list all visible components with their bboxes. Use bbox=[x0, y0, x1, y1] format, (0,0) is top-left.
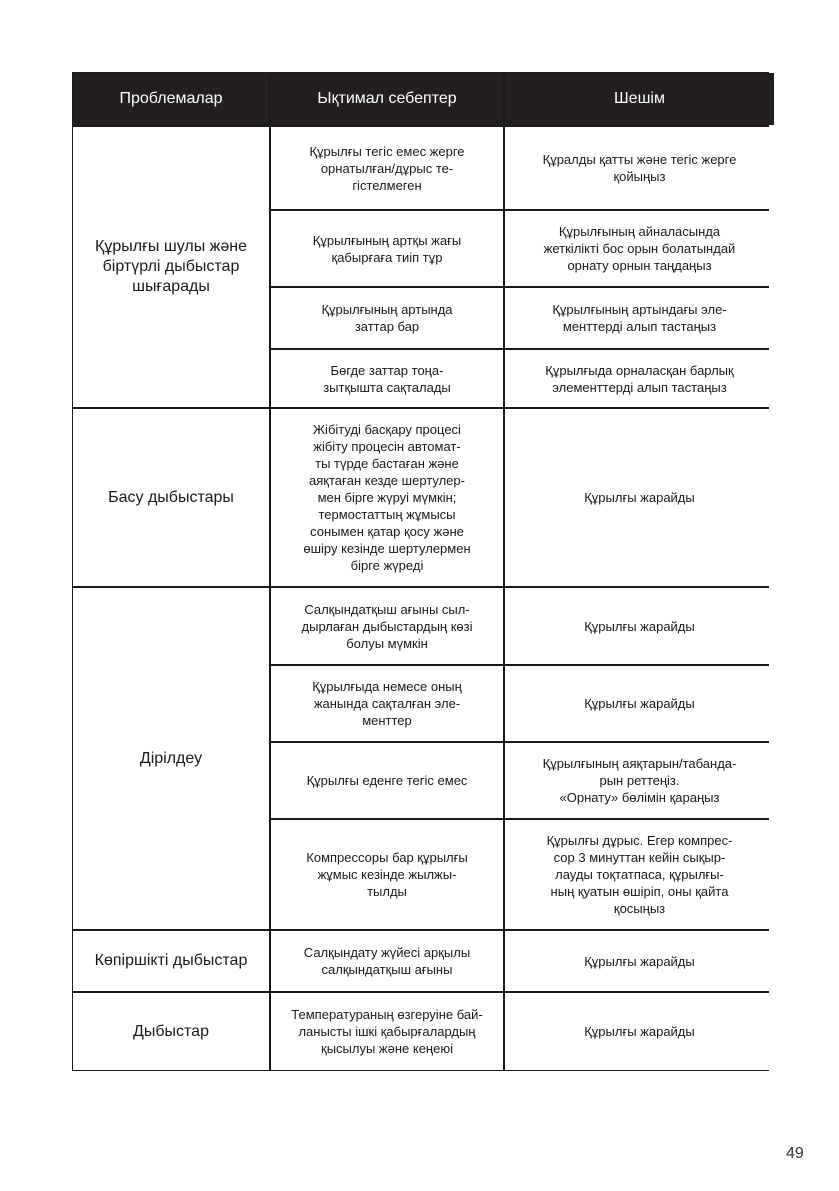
cause-cell: Құрылғы еденге тегіс емес bbox=[271, 743, 503, 818]
cause-cell: Салқындату жүйесі арқылы салқындатқыш ағыны bbox=[271, 931, 503, 991]
problem-cell: Көпіршікті дыбыстар bbox=[73, 931, 269, 991]
cause-cell: Құрылғының артында заттар бар bbox=[271, 288, 503, 348]
solution-cell: Құрылғы жарайды bbox=[505, 666, 774, 741]
page-number: 49 bbox=[786, 1145, 804, 1162]
solution-cell: Құрылғының айналасында жеткілікті бос орын болатындай орнату орнын таңдаңыз bbox=[505, 211, 774, 286]
solution-cell: Құрылғыда орналасқан барлық элементтерді алып тастаңыз bbox=[505, 350, 774, 407]
solution-cell: Құралды қатты және тегіс жерге қойыңыз bbox=[505, 127, 774, 209]
solution-cell: Құрылғы жарайды bbox=[505, 409, 774, 586]
cause-cell: Температураның өзгеруіне бай- ланысты ішкі қабырғалардың қысылуы және кеңеюі bbox=[271, 993, 503, 1070]
problem-cell: Дыбыстар bbox=[73, 993, 269, 1070]
cause-cell: Құрылғы тегіс емес жерге орнатылған/дұрыс те- гістелмеген bbox=[271, 127, 503, 209]
problem-cell: Басу дыбыстары bbox=[73, 409, 269, 586]
solution-cell: Құрылғы жарайды bbox=[505, 993, 774, 1070]
cause-cell: Бөгде заттар тоңа- зытқышта сақталады bbox=[271, 350, 503, 407]
cause-cell: Құрылғыда немесе оның жанында сақталған эле- менттер bbox=[271, 666, 503, 741]
problem-cell: Құрылғы шулы және біртүрлі дыбыстар шығарады bbox=[73, 127, 269, 407]
problem-cell: Дірілдеу bbox=[73, 588, 269, 929]
solution-cell: Құрылғы дұрыс. Егер компрес- сор 3 минуттан кейін сықыр- лауды тоқтатпаса, құрылғы- ның қуатын өшіріп, оны қайта қосыңыз bbox=[505, 820, 774, 929]
solution-cell: Құрылғы жарайды bbox=[505, 588, 774, 664]
cause-cell: Құрылғының артқы жағы қабырғаға тиіп тұр bbox=[271, 211, 503, 286]
cause-cell: Компрессоры бар құрылғы жұмыс кезінде жылжы- тылды bbox=[271, 820, 503, 929]
solution-cell: Құрылғы жарайды bbox=[505, 931, 774, 991]
troubleshooting-table bbox=[72, 72, 769, 1071]
solution-cell: Құрылғының аяқтарын/табанда- рын реттеңіз. «Орнату» бөлімін қараңыз bbox=[505, 743, 774, 818]
header-causes: Ықтимал себептер bbox=[271, 73, 503, 125]
cause-cell: Жібітуді басқару процесі жібіту процесін автомат- ты түрде бастаған және аяқтаған кезде шертулер- мен бірге жүруі мүмкін; термостаттың жұмысы сонымен қатар қосу және өшіру кезінде шертулермен бірге жүреді bbox=[271, 409, 503, 586]
solution-cell: Құрылғының артындағы эле- менттерді алып тастаңыз bbox=[505, 288, 774, 348]
cause-cell: Салқындатқыш ағыны сыл- дырлаған дыбыстардың көзі болуы мүмкін bbox=[271, 588, 503, 664]
header-problems: Проблемалар bbox=[73, 73, 269, 125]
header-solution: Шешім bbox=[505, 73, 774, 125]
